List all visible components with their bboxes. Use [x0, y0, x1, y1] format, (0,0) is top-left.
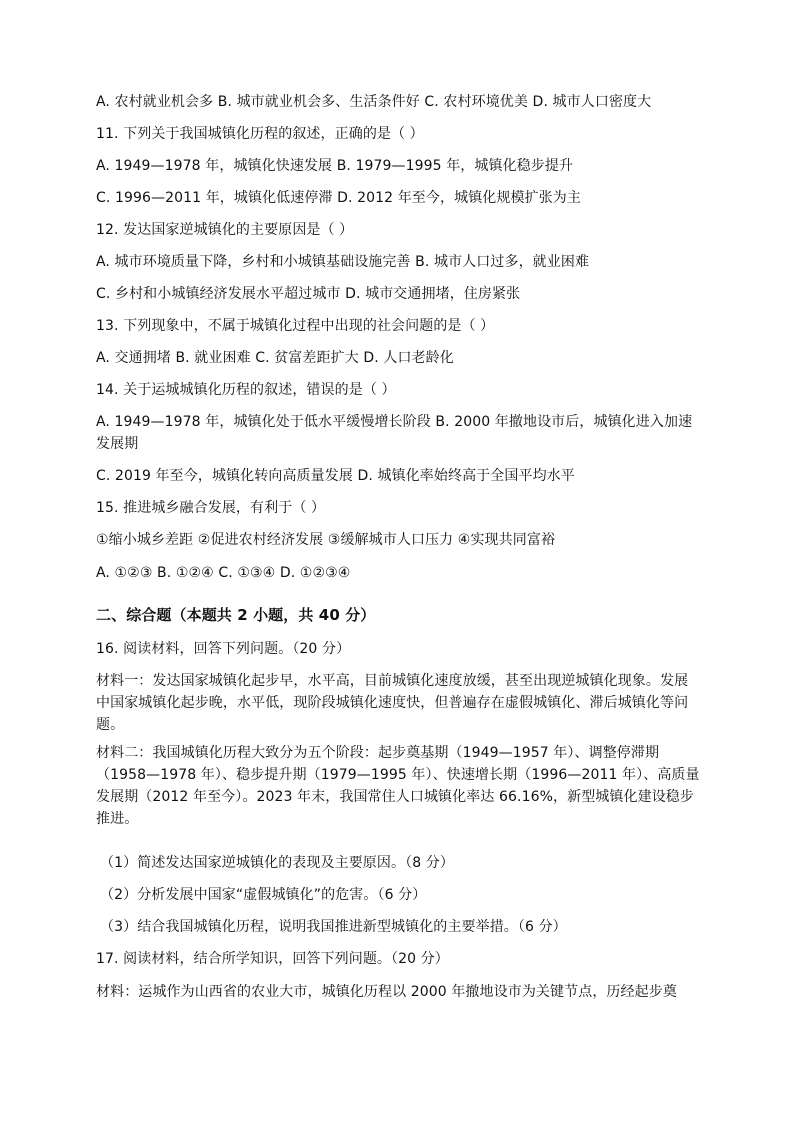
- q14-stem: 14. 关于运城城镇化历程的叙述，错误的是（ ）: [96, 382, 396, 398]
- q11-stem: 11. 下列关于我国城镇化历程的叙述，正确的是（ ）: [96, 126, 424, 142]
- q14-options-ab: A. 1949—1978 年，城镇化处于低水平缓慢增长阶段 B. 2000 年撤地设市后，城镇化进入加速发展期: [96, 414, 693, 452]
- q12-options-ab: A. 城市环境质量下降，乡村和小城镇基础设施完善 B. 城市人口过多，就业困难: [96, 254, 590, 270]
- q17-material: 材料：运城作为山西省的农业大市，城镇化历程以 2000 年撤地设市为关键节点，历经起步奠: [96, 984, 677, 1000]
- q16-subquestion-3: （3）结合我国城镇化历程，说明我国推进新型城镇化的主要举措。（6 分）: [100, 919, 567, 935]
- q12-options-cd: C. 乡村和小城镇经济发展水平超过城市 D. 城市交通拥堵，住房紧张: [96, 286, 521, 302]
- q15-items: ①缩小城乡差距 ②促进农村经济发展 ③缓解城市人口压力 ④实现共同富裕: [96, 532, 556, 548]
- q17-stem: 17. 阅读材料，结合所学知识，回答下列问题。（20 分）: [96, 951, 449, 967]
- q11-options-ab: A. 1949—1978 年，城镇化快速发展 B. 1979—1995 年，城镇化稳步提升: [96, 158, 574, 174]
- q16-material-2: 材料二：我国城镇化历程大致分为五个阶段：起步奠基期（1949—1957 年）、调整停滞期（1958—1978 年）、稳步提升期（1979—1995 年）、快速增长期（1996—2011 年）、高质量发展期（2012 年至今）。2023 年末，我国常住人口城镇化率达 66.16%，新型城镇化建设稳步推进。: [96, 745, 700, 827]
- section-2-title: 二、综合题（本题共 2 小题，共 40 分）: [96, 606, 376, 624]
- q16-stem: 16. 阅读材料，回答下列问题。（20 分）: [96, 641, 351, 657]
- q12-stem: 12. 发达国家逆城镇化的主要原因是（ ）: [96, 222, 354, 238]
- q16-material-1: 材料一：发达国家城镇化起步早，水平高，目前城镇化速度放缓，甚至出现逆城镇化现象。发展中国家城镇化起步晚，水平低，现阶段城镇化速度快，但普遍存在虚假城镇化、滞后城镇化等问题。: [96, 673, 689, 733]
- q11-options-cd: C. 1996—2011 年，城镇化低速停滞 D. 2012 年至今，城镇化规模扩张为主: [96, 190, 581, 206]
- q16-subquestion-2: （2）分析发展中国家“虚假城镇化”的危害。（6 分）: [100, 887, 427, 903]
- q10-options: A. 农村就业机会多 B. 城市就业机会多、生活条件好 C. 农村环境优美 D. 城市人口密度大: [96, 94, 652, 110]
- q13-options: A. 交通拥堵 B. 就业困难 C. 贫富差距扩大 D. 人口老龄化: [96, 350, 454, 366]
- q16-subquestion-1: （1）简述发达国家逆城镇化的表现及主要原因。（8 分）: [100, 855, 454, 871]
- q13-stem: 13. 下列现象中，不属于城镇化过程中出现的社会问题的是（ ）: [96, 318, 495, 334]
- q15-stem: 15. 推进城乡融合发展，有利于（ ）: [96, 500, 326, 516]
- q15-options: A. ①②③ B. ①②④ C. ①③④ D. ①②③④: [96, 565, 351, 581]
- q14-options-cd: C. 2019 年至今，城镇化转向高质量发展 D. 城镇化率始终高于全国平均水平: [96, 468, 575, 484]
